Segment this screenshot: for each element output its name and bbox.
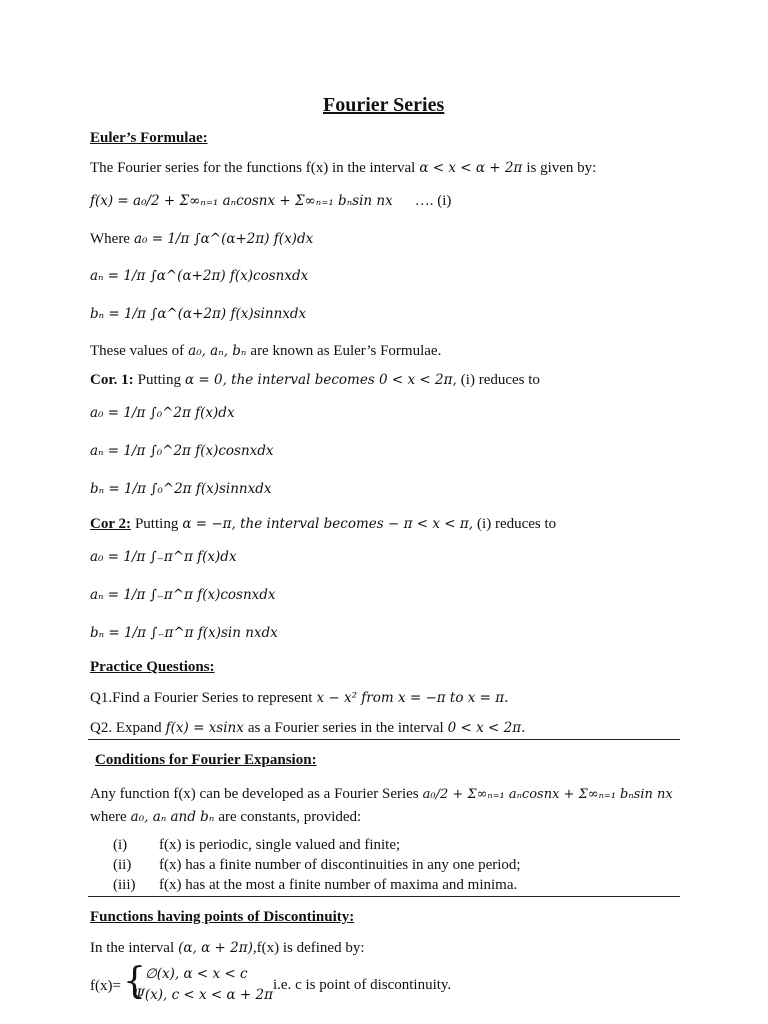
cor1-a0-formula: a₀ = 1/π ∫₀^2π f(x)dx [90,405,235,421]
divider-line [88,896,680,897]
fx-label: f(x)= [90,978,121,994]
where-text-2: are constants, provided: [218,809,362,825]
q2-math-1: f(x) = xsinx [165,720,244,736]
cor1-label: Cor. 1: [90,372,134,388]
euler-values-note [90,342,441,360]
discontinuity-text-1: In the interval [90,940,175,956]
piecewise-case-1: ∅(x), α < x < c [145,966,248,982]
where-text-1: where [90,809,127,825]
condition-text: f(x) has a finite number of discontinuities in any one period; [159,857,521,873]
page-title: Fourier Series [323,94,445,116]
q2-math-2: 0 < x < 2π. [447,720,526,736]
piecewise-case-2: Ψ(x), c < x < α + 2π [133,987,274,1003]
condition-item [113,837,400,854]
piecewise-brace: { [123,961,146,1002]
cor1-an-formula: aₙ = 1/π ∫₀^2π f(x)cosnxdx [90,443,274,459]
cor2-statement [90,515,556,533]
section-heading-discontinuity: Functions having points of Discontinuity: [90,909,355,925]
euler-intro-math: α < x < α + 2π [419,160,523,176]
cor1-math: α = 0, the interval becomes 0 < x < 2π, [184,372,457,388]
euler-intro-text: The Fourier series for the functions f(x) in the interval [90,160,416,176]
a0-formula [90,230,313,248]
condition-text: f(x) has at the most a finite number of maxima and minima. [159,877,518,893]
divider-line [88,739,680,740]
interval-math: (α, α + 2π) [178,940,253,956]
cor1-text-1: Putting [137,372,181,388]
a0-math: a₀ = 1/π ∫α^(α+2π) f(x)dx [133,231,314,247]
discontinuity-text-2: ,f(x) is defined by: [252,940,365,956]
values-math: a₀, aₙ, bₙ [188,343,247,359]
bn-formula: bₙ = 1/π ∫α^(α+2π) f(x)sinnxdx [90,306,307,322]
q1-math: x − x² from x = −π to x = π. [316,690,509,706]
condition-item [113,857,521,874]
q2-text-2: as a Fourier series in the interval [247,720,444,736]
where-math: a₀, aₙ and bₙ [130,809,215,825]
condition-text: f(x) is periodic, single valued and finite; [159,837,401,853]
cor1-statement [90,371,540,389]
cor2-text-2: (i) reduces to [477,516,557,532]
conditions-text-1: Any function f(x) can be developed as a Fourier Series [90,786,419,802]
where-label: Where [90,231,130,247]
series-tag: …. (i) [414,193,452,209]
condition-item [113,877,517,894]
values-text-1: These values of [90,343,185,359]
condition-number: (ii) [113,857,132,873]
euler-intro-end: is given by: [526,160,597,176]
cor2-a0-formula: a₀ = 1/π ∫₋π^π f(x)dx [90,549,237,565]
euler-intro [90,159,596,177]
q2-text-1: Q2. Expand [90,720,162,736]
cor1-text-2: (i) reduces to [460,372,540,388]
values-text-2: are known as Euler’s Formulae. [250,343,442,359]
practice-question-2 [90,719,525,737]
condition-number: (i) [113,837,128,853]
an-formula: aₙ = 1/π ∫α^(α+2π) f(x)cosnxdx [90,268,309,284]
cor2-an-formula: aₙ = 1/π ∫₋π^π f(x)cosnxdx [90,587,276,603]
cor2-bn-formula: bₙ = 1/π ∫₋π^π f(x)sin nxdx [90,625,278,641]
cor1-bn-formula: bₙ = 1/π ∫₀^2π f(x)sinnxdx [90,481,272,497]
section-heading-practice: Practice Questions: [90,659,215,675]
discontinuity-intro [90,939,365,957]
condition-number: (iii) [113,877,136,893]
cor2-label: Cor 2: [90,516,131,532]
fourier-series-formula [90,192,451,210]
section-heading-euler: Euler’s Formulae: [90,130,208,146]
conditions-where [90,808,361,826]
conditions-series-math: a₀/2 + Σ∞ₙ₌₁ aₙcosnx + Σ∞ₙ₌₁ bₙsin nx [422,787,673,802]
practice-question-1 [90,689,508,707]
cor2-text-1: Putting [134,516,179,532]
section-heading-conditions: Conditions for Fourier Expansion: [95,752,317,768]
discontinuity-note: i.e. c is point of discontinuity. [273,977,452,993]
cor2-math: α = −π, the interval becomes − π < x < π, [182,516,474,532]
q1-text: Q1.Find a Fourier Series to represent [90,690,313,706]
series-math: f(x) = a₀/2 + Σ∞ₙ₌₁ aₙcosnx + Σ∞ₙ₌₁ bₙsin nx [90,193,393,209]
conditions-intro [90,785,673,803]
